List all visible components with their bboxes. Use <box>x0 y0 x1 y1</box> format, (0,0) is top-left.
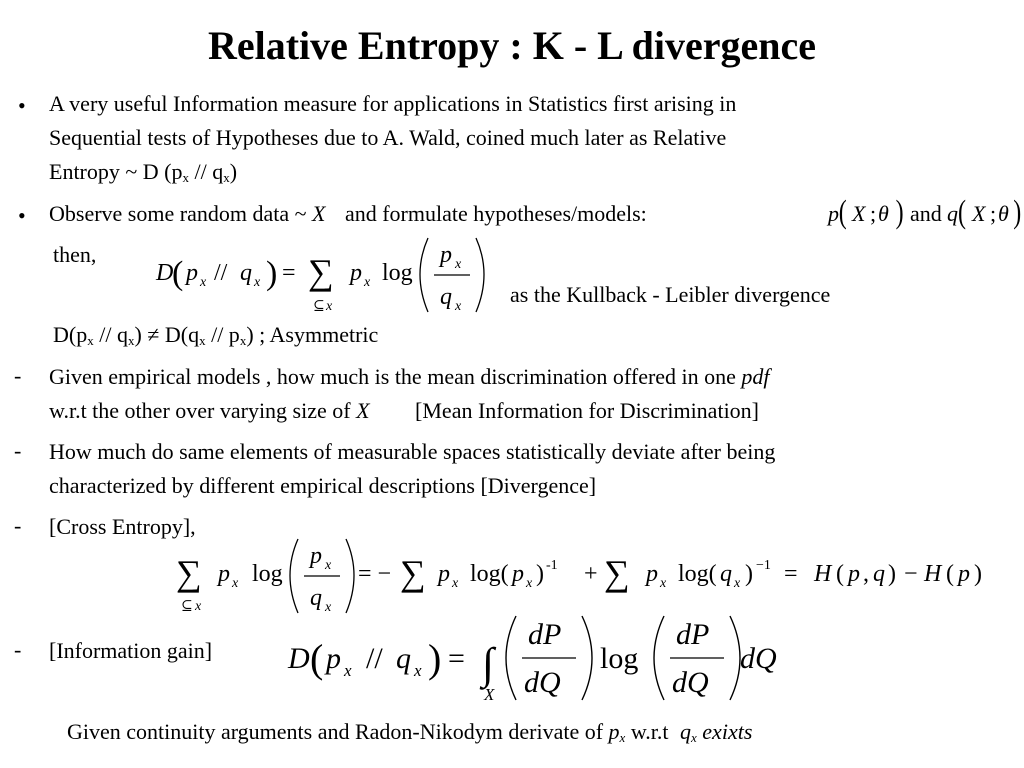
svg-text:=: = <box>282 260 296 286</box>
svg-text:x: x <box>455 299 462 314</box>
dash2-line2: characterized by different empirical descriptions [Divergence] <box>49 473 597 498</box>
bullet2-formulate: and formulate hypotheses/models: <box>344 201 647 226</box>
hypotheses-formula <box>822 194 1022 234</box>
dash1-var-x: X <box>356 398 370 423</box>
and-word: and <box>910 201 942 226</box>
subscript-x: x <box>182 170 189 185</box>
svg-text:H: H <box>814 561 832 587</box>
asym-part: // p <box>211 322 240 347</box>
svg-text:x: x <box>414 661 422 680</box>
then-label: then, <box>53 242 97 267</box>
svg-text:log: log <box>600 642 639 675</box>
asym-part: // q <box>99 322 128 347</box>
svg-text:x: x <box>452 576 459 591</box>
dash1-line1 <box>49 360 770 394</box>
bullet1-close: ) <box>229 159 238 184</box>
footer-p: p <box>608 719 620 744</box>
bullet-marker: • <box>18 203 26 228</box>
dash-marker: - <box>14 637 22 662</box>
svg-text:q: q <box>440 284 452 310</box>
svg-text:p: p <box>218 561 230 587</box>
svg-text:log(: log( <box>470 561 509 587</box>
bullet1-line2: Sequential tests of Hypotheses due to A. Wald, coined much later as Relative <box>49 125 727 150</box>
svg-text:x: x <box>364 275 371 290</box>
dash-marker: - <box>14 438 22 463</box>
svg-text:∑: ∑ <box>308 252 334 292</box>
cross-entropy-label: [Cross Entropy], <box>49 514 196 539</box>
svg-text:x: x <box>232 576 239 591</box>
svg-text:X: X <box>852 201 866 226</box>
svg-text:p: p <box>958 561 970 587</box>
svg-text:log: log <box>252 561 283 587</box>
bullet1-line1: A very useful Information measure for applications in Statistics first arising in <box>49 91 737 116</box>
subscript-x: x <box>127 333 135 348</box>
asym-part: ) ≠ D(q <box>134 322 200 347</box>
svg-text:log(: log( <box>678 561 717 587</box>
svg-text:p: p <box>310 543 322 569</box>
svg-text:x: x <box>455 257 462 272</box>
footer-text: Given continuity arguments and Radon-Nikodym derivate of <box>67 719 604 744</box>
svg-text:log: log <box>382 260 413 286</box>
svg-text:): ) <box>536 561 544 587</box>
dash1-bracket: [Mean Information for Discrimination] <box>415 398 760 423</box>
information-gain-formula <box>282 608 802 708</box>
svg-text:(: ( <box>838 194 847 231</box>
svg-text:p: p <box>440 242 452 268</box>
svg-text:−1: −1 <box>756 558 771 573</box>
svg-text:p: p <box>350 260 362 286</box>
svg-text:(: ( <box>310 636 324 681</box>
svg-text:q: q <box>947 201 958 226</box>
svg-text:p: p <box>438 561 450 587</box>
svg-text:(: ( <box>836 561 844 587</box>
bullet2-var-x: X <box>312 201 326 226</box>
svg-text:dQ: dQ <box>524 666 561 699</box>
svg-text:;: ; <box>990 201 997 226</box>
svg-text:p: p <box>646 561 658 587</box>
svg-text:x: x <box>344 661 352 680</box>
svg-text:): ) <box>428 636 442 681</box>
svg-text:dP: dP <box>528 618 562 651</box>
dash1-text: Given empirical models , how much is the mean discrimination offered in one <box>49 364 736 389</box>
svg-text:⊆: ⊆ <box>181 599 193 614</box>
subscript-x: x <box>239 333 247 348</box>
dash-marker: - <box>14 363 22 388</box>
dash1-line2 <box>49 394 759 428</box>
svg-text:-1: -1 <box>546 558 558 573</box>
svg-text:dQ: dQ <box>740 642 777 675</box>
svg-text:x: x <box>195 599 202 614</box>
svg-text:x: x <box>325 558 332 573</box>
svg-text:;: ; <box>870 201 877 226</box>
subscript-x: x <box>691 730 697 745</box>
svg-text:∑: ∑ <box>400 553 426 593</box>
svg-text:x: x <box>526 576 533 591</box>
svg-text:p: p <box>848 561 860 587</box>
asym-part: D(p <box>53 322 88 347</box>
svg-text://: // <box>214 260 228 286</box>
svg-text:q: q <box>720 561 732 587</box>
footer-q: q <box>680 719 692 744</box>
information-gain-label: [Information gain] <box>49 638 213 663</box>
subscript-x: x <box>223 170 230 185</box>
svg-text:= −: = − <box>358 561 392 587</box>
svg-text:): ) <box>895 194 904 231</box>
svg-text:dP: dP <box>676 618 710 651</box>
svg-text:x: x <box>326 299 333 314</box>
slide-title: Relative Entropy : K - L divergence <box>207 23 817 68</box>
svg-text:−: − <box>904 561 918 587</box>
svg-text:q: q <box>240 260 252 286</box>
svg-text:X: X <box>484 685 495 704</box>
svg-text:X: X <box>972 201 986 226</box>
svg-text:x: x <box>254 275 261 290</box>
kl-divergence-formula <box>150 232 500 327</box>
svg-text:x: x <box>200 275 207 290</box>
bullet1-q: // q <box>194 159 224 184</box>
subscript-x: x <box>619 730 626 745</box>
svg-text:(: ( <box>958 194 966 231</box>
svg-text:⊆: ⊆ <box>313 299 325 314</box>
svg-text:): ) <box>1013 194 1022 231</box>
subscript-x: x <box>87 333 94 348</box>
svg-text:D: D <box>156 260 174 286</box>
svg-text:∫: ∫ <box>482 639 495 688</box>
kl-description: as the Kullback - Leibler divergence <box>510 282 831 307</box>
svg-text:θ: θ <box>878 201 889 226</box>
svg-text:D: D <box>288 642 310 675</box>
svg-text:x: x <box>325 600 332 615</box>
svg-text:∑: ∑ <box>604 553 630 593</box>
svg-text:,: , <box>863 561 869 587</box>
bullet1-line3 <box>49 155 237 195</box>
svg-text:θ: θ <box>998 201 1009 226</box>
svg-text:p: p <box>186 260 198 286</box>
bullet-marker: • <box>18 93 26 118</box>
svg-text:H: H <box>924 561 942 587</box>
svg-text:(: ( <box>172 255 184 292</box>
svg-text:(: ( <box>946 561 954 587</box>
dash1-pdf: pdf <box>741 364 770 389</box>
svg-text:=: = <box>784 561 798 587</box>
svg-text:+: + <box>584 561 598 587</box>
bullet2-observe: Observe some random data ~ <box>49 201 307 226</box>
dash2-line1: How much do same elements of measurable spaces statistically deviate after being <box>49 439 776 464</box>
bullet2-text <box>49 197 647 231</box>
subscript-x: x <box>199 333 206 348</box>
footer-wrt: w.r.t <box>630 719 669 744</box>
asym-part: ) ; Asymmetric <box>246 322 379 347</box>
svg-text:x: x <box>734 576 741 591</box>
svg-text:p: p <box>828 201 839 226</box>
svg-text:p: p <box>512 561 524 587</box>
svg-text:): ) <box>888 561 896 587</box>
svg-text:q: q <box>873 561 885 587</box>
svg-text:∑: ∑ <box>176 553 202 593</box>
svg-text:): ) <box>745 561 753 587</box>
dash-marker: - <box>14 513 22 538</box>
svg-text:q: q <box>396 642 411 675</box>
footer-line <box>67 715 752 755</box>
svg-text://: // <box>366 642 383 675</box>
svg-text:=: = <box>448 642 465 675</box>
svg-text:dQ: dQ <box>672 666 709 699</box>
dash1-text: w.r.t the other over varying size of <box>49 398 351 423</box>
svg-text:): ) <box>266 255 278 292</box>
svg-text:): ) <box>974 561 982 587</box>
svg-text:p: p <box>326 642 341 675</box>
bullet1-d-p: Entropy ~ D (p <box>49 159 183 184</box>
asymmetric-line <box>53 318 378 358</box>
svg-text:x: x <box>660 576 667 591</box>
svg-text:q: q <box>310 585 322 611</box>
footer-exixts: exixts <box>702 719 753 744</box>
